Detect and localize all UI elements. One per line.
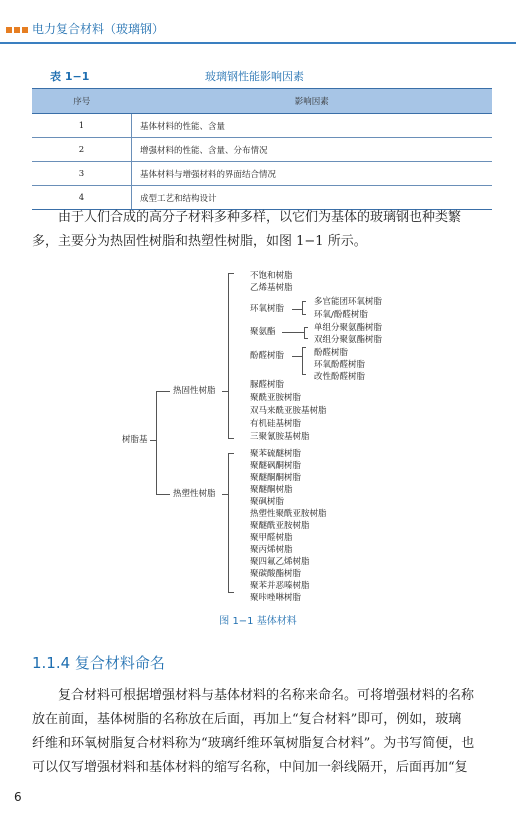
- paragraph-line: 多，主要分为热固性树脂和热塑性树脂，如图 1−1 所示。: [32, 234, 367, 249]
- table-title: 玻璃钢性能影响因素: [205, 70, 304, 83]
- body-paragraph: [32, 684, 494, 780]
- tree-item: 聚醚酮树脂: [250, 485, 293, 495]
- tree-item: 聚甲醛树脂: [250, 533, 293, 543]
- tree-item: 聚醚酮酮树脂: [250, 473, 302, 483]
- table-cell: 基体材料与增强材料的界面结合情况: [132, 162, 493, 186]
- table-cell: 4: [32, 186, 132, 210]
- tree-item: 聚苯硫醚树脂: [250, 449, 302, 459]
- tree-item: 乙烯基树脂: [250, 283, 293, 293]
- page-number: 6: [14, 790, 22, 804]
- paragraph-line: 由于人们合成的高分子材料多种多样，以它们为基体的玻璃钢也种类繁: [58, 210, 462, 225]
- table-row: [32, 138, 492, 162]
- table-header-row: [32, 89, 492, 114]
- tree-item: 不饱和树脂: [250, 271, 293, 281]
- factors-table: [32, 88, 492, 210]
- table-number: 表 1−1: [50, 70, 90, 83]
- header-title: 电力复合材料（玻璃钢）: [32, 22, 165, 36]
- tree-item: 酚醛树脂: [250, 351, 285, 361]
- header-rule: [0, 42, 516, 44]
- tree-item: 聚砜树脂: [250, 497, 285, 507]
- figure-caption: 图 1−1 基体材料: [219, 616, 297, 627]
- table-cell: 增强材料的性能、含量、分布情况: [132, 138, 493, 162]
- tree-item: 聚醚砜酮树脂: [250, 461, 302, 471]
- table-cell: 3: [32, 162, 132, 186]
- table-cell: 2: [32, 138, 132, 162]
- table-cell: 成型工艺和结构设计: [132, 186, 493, 210]
- header-squares-icon: [6, 27, 28, 33]
- tree-subitem: 酚醛树脂: [314, 348, 349, 358]
- paragraph-line: 纤维和环氧树脂复合材料称为“玻璃纤维环氧树脂复合材料”。为书写简便，也: [32, 736, 475, 751]
- tree-subitem: 多官能团环氧树脂: [314, 297, 383, 307]
- tree-item: 双马来酰亚胺基树脂: [250, 406, 327, 416]
- tree-item: 脲醛树脂: [250, 380, 285, 390]
- tree-item: 聚氨酯: [250, 327, 276, 337]
- table-row: [32, 162, 492, 186]
- paragraph-line: 复合材料可根据增强材料与基体材料的名称来命名。可将增强材料的名称: [58, 688, 475, 703]
- tree-root: 树脂基: [122, 435, 148, 445]
- col-header-index: 序号: [32, 89, 132, 114]
- tree-item: 聚四氟乙烯树脂: [250, 557, 310, 567]
- thermoset-label: 热固性树脂: [173, 386, 216, 396]
- tree-subitem: 改性酚醛树脂: [314, 372, 366, 382]
- tree-item: 聚醚酰亚胺树脂: [250, 521, 310, 531]
- tree-subitem: 单组分聚氨酯树脂: [314, 323, 383, 333]
- tree-item: 聚丙烯树脂: [250, 545, 293, 555]
- tree-item: 环氧树脂: [250, 304, 285, 314]
- tree-item: 聚酰亚胺树脂: [250, 393, 302, 403]
- body-paragraph: [32, 206, 494, 254]
- tree-subitem: 双组分聚氨酯树脂: [314, 335, 383, 345]
- section-heading: 1.1.4 复合材料命名: [32, 654, 165, 672]
- resin-tree-diagram: [110, 266, 430, 606]
- tree-item: 聚咔唑啉树脂: [250, 593, 302, 603]
- tree-item: 聚苯并恶嗪树脂: [250, 581, 310, 591]
- table-cell: 1: [32, 114, 132, 138]
- paragraph-line: 可以仅写增强材料和基体材料的缩写名称，中间加一斜线隔开，后面再加“复: [32, 760, 468, 775]
- running-header: [0, 0, 516, 44]
- tree-item: 三聚氰胺基树脂: [250, 432, 310, 442]
- tree-subitem: 环氧酚醛树脂: [314, 360, 366, 370]
- tree-item: 热塑性聚酰亚胺树脂: [250, 509, 327, 519]
- col-header-factor: 影响因素: [132, 89, 493, 114]
- table-cell: 基体材料的性能、含量: [132, 114, 493, 138]
- thermoplastic-label: 热塑性树脂: [173, 489, 216, 499]
- paragraph-line: 放在前面，基体树脂的名称放在后面，再加上“复合材料”即可，例如，玻璃: [32, 712, 462, 727]
- tree-item: 聚碳酸酯树脂: [250, 569, 302, 579]
- tree-item: 有机硅基树脂: [250, 419, 302, 429]
- table-row: [32, 114, 492, 138]
- tree-subitem: 环氧/酚醛树脂: [314, 310, 368, 320]
